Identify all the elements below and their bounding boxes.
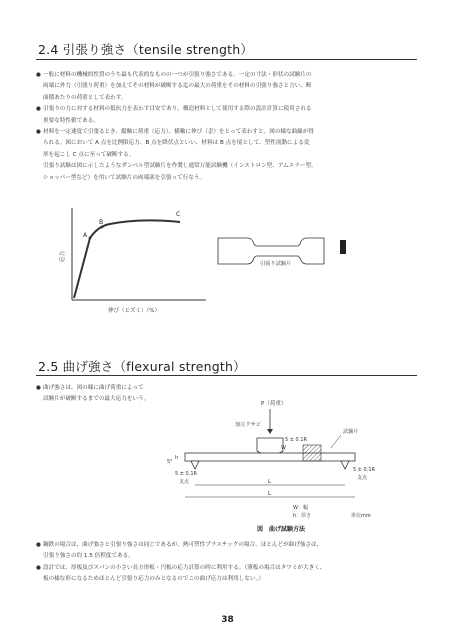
right-support-label: 支点 xyxy=(357,475,368,481)
point-c-label: C xyxy=(176,211,181,218)
left-support xyxy=(191,461,199,469)
figure-caption: 図 曲げ試験方法 xyxy=(257,526,306,533)
specimen-label: 試験片 xyxy=(343,429,359,435)
section-title-tensile: 2.4 引張り強さ（tensile strength） xyxy=(38,42,254,57)
leader-line xyxy=(331,435,341,448)
x-axis-label: 伸び（ヒズミ）（%） xyxy=(108,308,160,314)
tensile-text xyxy=(36,70,420,184)
y-axis-label: 応力 xyxy=(60,250,66,262)
paragraph-line: 面積あたりの荷重として表わす。 xyxy=(43,94,127,101)
stress-strain-curve xyxy=(74,220,180,298)
point-a-marker xyxy=(89,237,92,240)
point-b-marker xyxy=(101,226,104,229)
section-title-flexural: 2.5 曲げ強さ（flexural strength） xyxy=(38,359,246,374)
point-b-label: B xyxy=(99,219,104,226)
paragraph: ● 鋼鉄の場合は、曲げ強さと引張り強さは同じであるが、熱可塑性プラスチックの場合、ほとんどが曲げ強さは、 xyxy=(36,542,323,548)
page-number: 38 xyxy=(221,615,234,625)
stress-strain-figure xyxy=(50,200,210,320)
thickness-legend: h：厚さ xyxy=(293,513,312,519)
flexural-test-figure xyxy=(165,393,395,533)
right-radius-label: 5 ± 0.1R xyxy=(353,467,375,473)
section-rule xyxy=(36,59,417,60)
flexural-notes-text xyxy=(36,540,420,586)
paragraph-line: 試験片が破断するまでの最大応力をいう。 xyxy=(43,396,150,403)
paragraph-line: 板の様な形になるためほとんど引張り応力のみとなるのでこの曲げ応力は利用しない。） xyxy=(43,576,264,583)
width-legend: W：幅 xyxy=(293,505,308,511)
specimen-tag xyxy=(340,240,346,254)
unit-label: 単位mm xyxy=(351,513,371,519)
specimen-label: 引張り試験片 xyxy=(260,261,292,267)
paragraph-line: られる。図において A 点を比例限応力、B 点を降伏点といい、材料は B 点を境として、塑性流動による変 xyxy=(43,140,310,147)
loading-nose-label: 加圧クサビ xyxy=(235,422,261,428)
paragraph: ● 曲げ強さは、図の様に曲げ荷重によって xyxy=(36,385,144,391)
span-label: L xyxy=(268,479,272,485)
paragraph: ● 一般に材料の機械的性質のうち最も代表的なものの一つが引張り強さである。一定の寸法・形状の試験片の xyxy=(36,72,312,78)
paragraph-line: 引張り試験は図に示したようなダンベル型試験片を作製し通常万能試験機（インストロン型、アムスラー型、 xyxy=(43,163,317,170)
paragraph-line: ショッパー型など）を用いて試験片の両端部を引張って行なう。 xyxy=(43,174,206,181)
nose-radius-label: 5 ± 0.1R xyxy=(285,437,307,443)
paragraph-line: 引張り強さの約 1.5 倍程度である。 xyxy=(43,553,134,560)
paragraph-line: 両端に外力（引張り荷重）を加えてその材料が破断する迄の最大の荷重をその材料の引張り強さと言い、断 xyxy=(43,83,312,90)
dumbbell-specimen-figure xyxy=(212,232,352,276)
width-label: W xyxy=(281,445,286,451)
specimen-section xyxy=(303,445,321,461)
load-label: P（荷重） xyxy=(261,401,287,407)
specimen-bar xyxy=(185,453,355,461)
paragraph: ● 引張りの力に対する材料の抵抗力を表わす目安であり、構造材料として使用する際の設計計算に使用される xyxy=(36,106,312,113)
thickness-label: h xyxy=(175,455,179,461)
left-radius-label: 5 ± 0.1R xyxy=(175,471,197,477)
paragraph-line: 重要な特性値である。 xyxy=(43,117,99,124)
point-a-label: A xyxy=(83,232,88,239)
load-arrowhead xyxy=(267,429,273,434)
paragraph-line: 形を起こし C 点に至って破断する。 xyxy=(43,151,135,158)
length-label: L xyxy=(268,491,272,497)
paragraph: ● 設計では、厚板及びスパンの小さい長方形板・円板の応力計算の時に利用する。（薄板の場合はタワミが大きく、 xyxy=(36,564,326,571)
paragraph: ● 材料を一定速度で引張るとき、縦軸に荷重（応力）、横軸に伸び（歪）をとって表わすと、図の様な曲線が得 xyxy=(36,129,314,136)
loading-nose xyxy=(257,438,283,455)
section-rule xyxy=(36,375,417,376)
angle-label: 5° xyxy=(167,459,173,465)
left-support-label: 支点 xyxy=(179,479,190,485)
right-support xyxy=(341,461,349,469)
